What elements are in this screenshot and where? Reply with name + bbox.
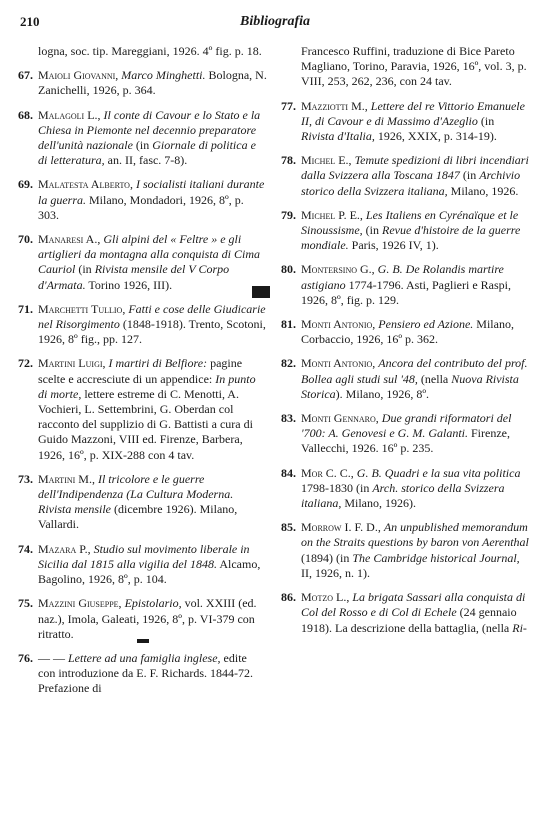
bibliography-entry [20,108,267,169]
entry-author: Motzo L., [301,590,353,605]
entry-text: II, 1926, n. 1). [301,565,370,580]
entry-author: Monti Antonio, [301,356,379,371]
entry-title: Lettere ad una famiglia inglese, [68,650,221,665]
entry-author: Marchetti Tullio, [38,301,129,316]
entry-title: Rivista mensile del V Corpo d'Armata. [38,262,230,292]
left-column [20,44,267,814]
entry-title: Giornale di politica e di letteratura, [38,138,256,168]
entry-text: (in [362,223,383,238]
entry-title: Revue d'histoire de la guerre mondiale. [301,223,521,253]
entry-title: Nuova Rivista Storica [301,371,519,401]
entry-author: Michel P. E., [301,207,366,222]
entry-text: Alcamo, Bagolino, 1926, 8º, p. 104. [38,556,261,587]
bibliography-entry [20,472,267,533]
entry-title: Ancora del contributo del prof. Bollea agli studi sul '48, [301,356,528,386]
bibliography-entry [20,177,267,223]
entry-number: 83. [281,411,296,426]
text-columns [20,44,530,814]
entry-text: Milano, 1926). [341,496,417,511]
bibliography-entry [283,262,530,308]
entry-author: Manaresi A., [38,232,104,247]
entry-number: 81. [281,317,296,332]
bibliography-entry [20,68,267,98]
entry-title: Gli alpini del « Feltre » e gli artiglieri da montagna alla conquista di Cima Cauriol [38,232,261,277]
entry-author: Michel E., [301,153,355,168]
bibliography-entry [283,99,530,145]
entry-title: Ri- [512,620,527,635]
bibliography-entry [20,232,267,293]
entry-number: 79. [281,207,296,222]
entry-author: Martini Luigi, [38,356,109,371]
entry-title: Archivio storico della Svizzera italiana, [301,168,521,198]
entry-number: 86. [281,590,296,605]
entry-text: (dicembre 1926). Milano, Vallardi. [38,502,238,532]
bibliography-entry [283,317,530,347]
entry-number: 73. [18,471,33,486]
entry-text: lettere estreme di C. Menotti, A. Vochieri, L. Settembrini, G. Oberdan col racconto del supplizio di G. Battisti a cura di Guido Mazzoni, VIII ed. Firenze, Barbera, 1926, 16º, p. XIX-288 con 4 tav. [38,386,253,462]
entry-continuation [283,44,530,90]
bibliography-entry [283,520,530,581]
entry-number: 84. [281,465,296,480]
entry-author: Malatesta Alberto, [38,177,136,192]
entry-number: 67. [18,68,33,83]
bibliography-entry [20,542,267,588]
entry-title: I socialisti italiani durante la guerra. [38,177,265,207]
bibliography-entry [283,466,530,512]
entry-title: Due grandi riformatori del '700: A. Genovesi e G. M. Galanti. [301,411,512,441]
printing-smudge [137,639,149,643]
entry-continuation [20,44,267,59]
right-column [283,44,530,814]
bibliography-entry [283,356,530,402]
entry-text: logna, soc. tip. Mareggiani, 1926. 4º fig. p. 18. [38,44,262,58]
entry-text: Torino 1926, III). [85,277,173,292]
bibliography-entry [283,411,530,457]
entry-title: Lettere del re Vittorio Emanuele II, di Cavour e di Massimo d'Azeglio [301,98,525,128]
entry-author: Mazziotti M., [301,98,371,113]
entry-title: G. B. De Rolandis martire astigiano [301,262,504,292]
entry-title: Il conte di Cavour e lo Stato e la Chiesa in Piemonte nel decennio preparatore dell'unità nazionale [38,107,261,153]
bibliography-entry [20,651,267,697]
entry-author: Monti Antonio, [301,317,379,332]
entry-text: vol. XXIII (ed. naz.), Imola, Galeati, 1926, 8º, p. VI-379 con ritratto. [38,596,257,641]
entry-number: 70. [18,232,33,247]
entry-text: (1848-1918). Trento, Scotoni, 1926, 8º fig., pp. 127. [38,317,266,347]
entry-text: Bologna, N. Zanichelli, 1926, p. 364. [38,68,267,98]
entry-number: 77. [281,98,296,113]
entry-title: An unpublished memorandum on the Straits questions by baron von Aerenthal [301,520,529,550]
entry-title: Studio sul movimento liberale in Sicilia dal 1815 alla vigilia del 1848. [38,541,250,571]
entry-number: 72. [18,356,33,371]
entry-title: La brigata Sassari alla conquista di Col del Rosso e di Col di Echele [301,590,526,620]
bibliography-entry [283,590,530,636]
bibliography-entry [20,302,267,348]
entry-text: Firenze, Vallecchi, 1926. 16º p. 235. [301,426,510,456]
printing-blot [252,286,270,298]
entry-title: In punto di morte, [38,371,256,401]
entry-author: Maioli Giovanni, [38,68,122,83]
entry-number: 76. [18,650,33,665]
entry-author: Martini M., [38,471,98,486]
bibliography-entry [283,208,530,254]
entry-text: Paris, 1926 IV, 1). [348,238,439,253]
entry-text: Milano, Mondadori, 1926, 8º, p. 303. [38,192,244,222]
running-head: Bibliografia [239,14,310,29]
entry-text: ). Milano, 1926, 8º. [335,386,430,401]
entry-text: (in [459,168,480,183]
entry-author: Montersino G., [301,262,378,277]
entry-title: Epistolario, [124,596,182,611]
page-number: 210 [20,14,40,29]
entry-number: 68. [18,107,33,122]
entry-text: 1798-1830 (in [301,480,373,495]
entry-title: Rivista d'Italia, [301,129,375,144]
entry-author: Morrow I. F. D., [301,520,384,535]
page-header [20,14,530,34]
entry-text: edite con introduzione da E. F. Richards. 1844-72. Prefazione di [38,650,253,696]
entry-author: Mazara P., [38,541,94,556]
entry-title: G. B. Quadri e la sua vita politica [356,465,521,480]
entry-author: Mazzini Giuseppe, [38,596,125,611]
entry-number: 80. [281,262,296,277]
entry-number: 85. [281,520,296,535]
entry-text: (nella [417,371,452,386]
entry-title: Les Italiens en Cyrénaïque et le Sinoussisme, [301,207,519,238]
entry-text: (in [477,113,495,128]
entry-text: (24 gennaio 1918). La descrizione della battaglia, (nella [301,605,517,635]
entry-text: an. II, fasc. 7-8). [104,153,188,168]
entry-author: Malagoli L., [38,107,104,122]
entry-text: 1774-1796. Asti, Paglieri e Raspi, 1926, 8º, fig. p. 129. [301,277,511,307]
entry-title: I martiri di Belfiore: [108,356,208,371]
bibliography-entry [20,356,267,462]
entry-text: (in [132,138,153,153]
entry-title: Fatti e cose delle Giudicarie nel Risorgimento [38,301,266,332]
entry-title: Arch. storico della Svizzera italiana, [301,480,505,511]
entry-text: Milano, 1926. [447,183,519,198]
entry-text: Milano, Corbaccio, 1926, 16º p. 362. [301,317,514,347]
bibliography-entry [20,596,267,642]
entry-title: The Cambridge historical Journal, [352,550,520,565]
entry-number: 78. [281,153,296,168]
entry-title: Pensiero ed Azione. [378,317,474,332]
entry-text: (in [75,262,95,277]
entry-number: 74. [18,541,33,556]
entry-author: Mor C. C., [301,465,357,480]
entry-text: (1894) (in [301,550,353,565]
entry-number: 69. [18,177,33,192]
entry-number: 82. [281,356,296,371]
entry-title: Temute spedizioni di libri incendiari dalla Svizzera alla Toscana 1847 [301,153,529,183]
entry-text: Francesco Ruffini, traduzione di Bice Pareto Magliano, Torino, Paravia, 1926, 16º, vol. 3, p. VIII, 253, 262, 236, con 24 tav. [301,44,527,89]
entry-title: Marco Minghetti. [121,68,206,83]
entry-number: 71. [18,301,33,316]
entry-text: pagine scelte e accresciute di un appendice: [38,356,243,386]
entry-number: 75. [18,596,33,611]
entry-text: 1926, XXIX, p. 314-19). [374,129,497,144]
bibliography-entry [283,153,530,199]
entry-title: Il tricolore e le guerre dell'Indipendenza (La Cultura Moderna. Rivista mensile [38,471,234,517]
entry-text: — — [38,650,68,665]
entry-author: Monti Gennaro, [301,411,382,426]
